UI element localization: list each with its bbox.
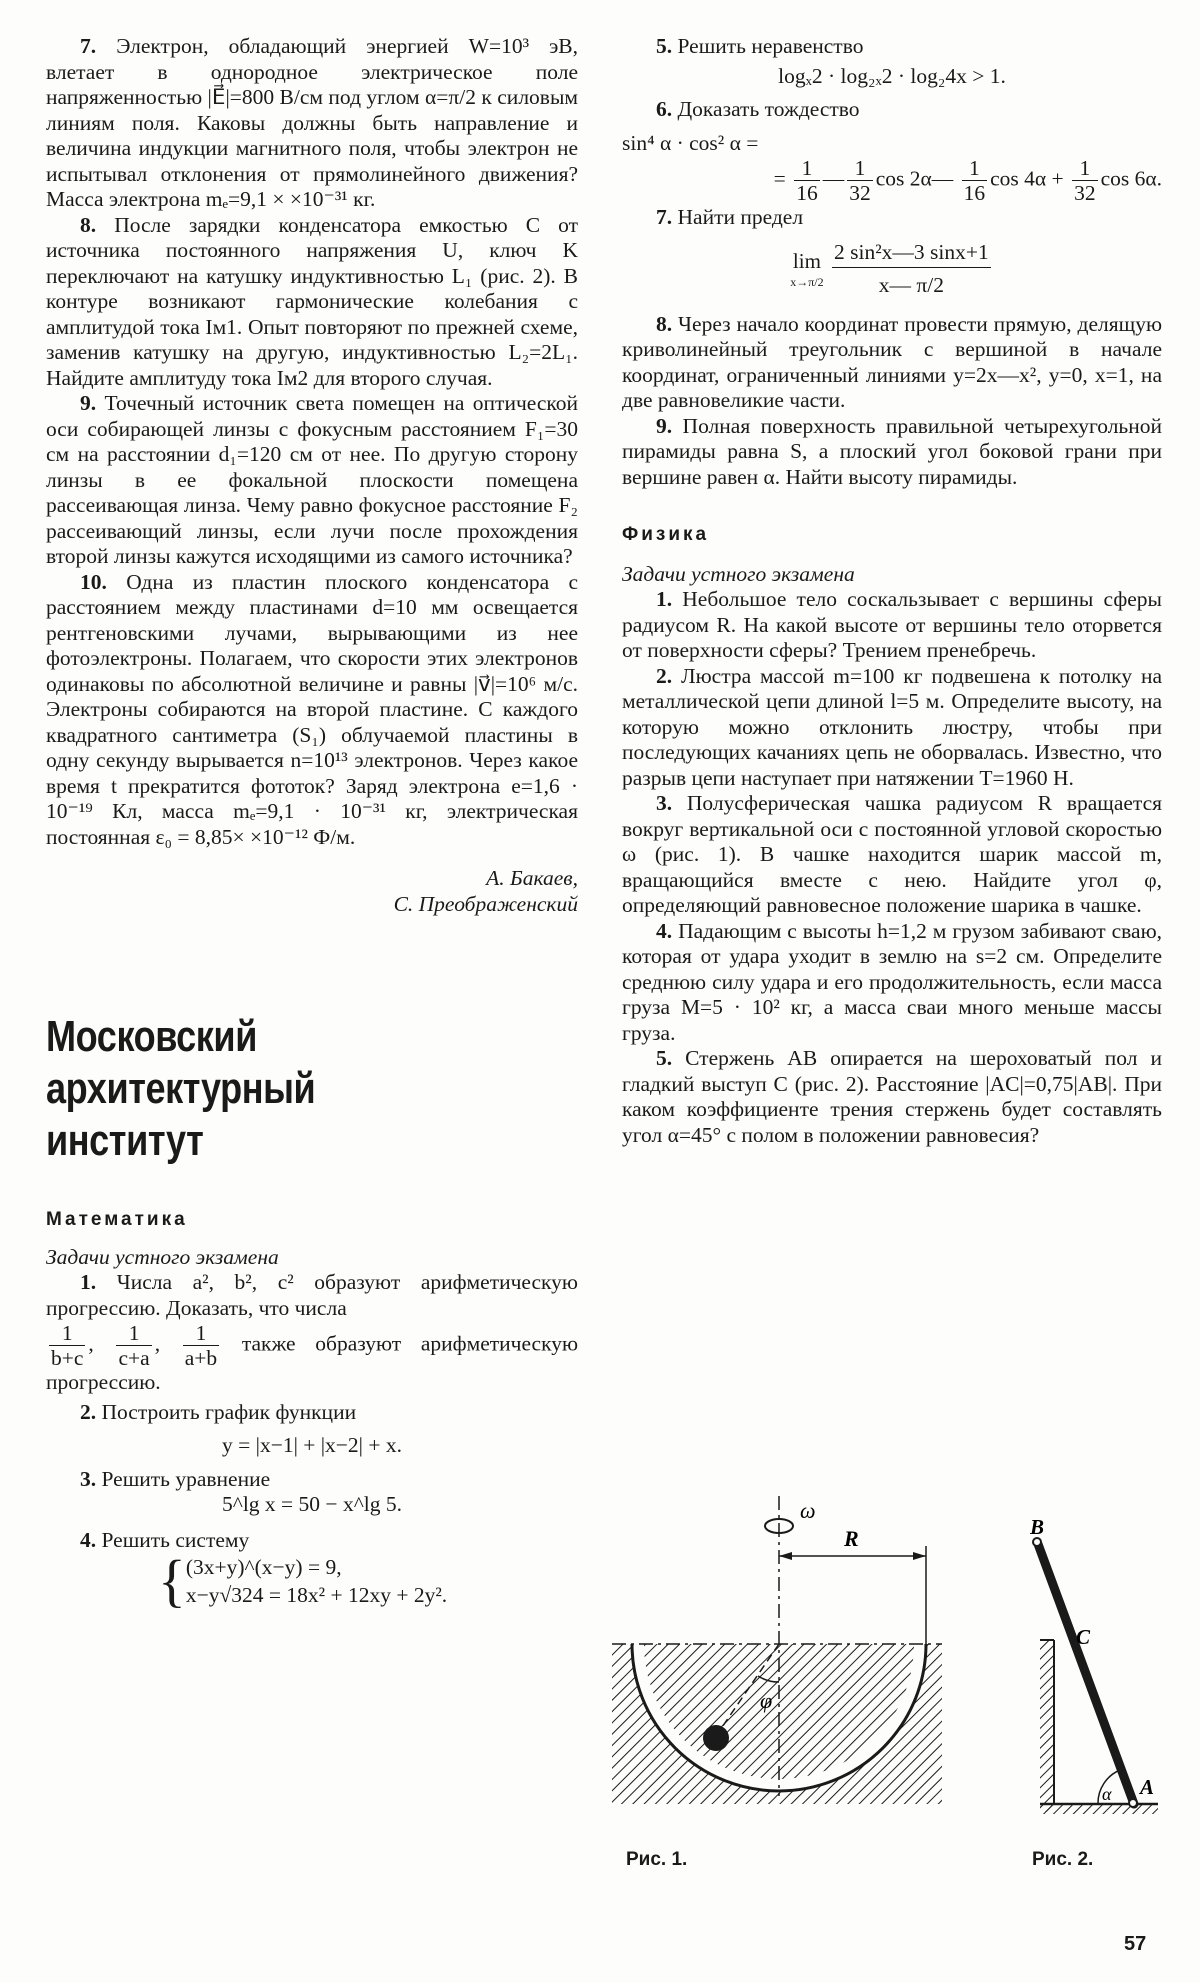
title-line: институт: [46, 1116, 204, 1165]
physics-problem-3: [622, 791, 1162, 919]
problem-text: После зарядки конденсатора емкостью C от источника постоянного напряжения U, ключ K переключают на катушку индуктивностью L₁ (рис. 2). В контуре возникают гармонические колебания с амплитудой тока Iм1. Опыт повторяют по прежней схеме, заменив катушку на другую, индуктивностью L₂=2L₁. Найдите амплитуду тока Iм2 для второго случая.: [46, 212, 579, 390]
problem-text: Одна из пластин плоского конденсатора с расстоянием между пластинами d=10 мм освещается рентгеновскими лучами, вырывающими из нее фотоэлектроны. Полагаем, что скорости этих электронов одинаковы по абсолютной величине и равны |v⃗|=10⁶ м/с. Электроны собираются на второй пластине. С каждого квадратного сантиметра (S₁) облучаемой пластины в одну секунду вырывается n=10¹³ электронов. Через какое время t прекратится фототок? Заряд электрона e=1,6 · 10⁻¹⁹ Кл, масса mₑ=9,1 · 10⁻³¹ кг, электрическая постоянная ε₀ = 8,85× ×10⁻¹² Ф/м.: [46, 569, 578, 849]
formula: 5^lg x = 50 − x^lg 5.: [222, 1492, 402, 1516]
problem-number: 5.: [656, 1046, 673, 1070]
right-column: [622, 34, 1162, 1148]
problem-number: 9.: [656, 413, 673, 438]
title-line: Московский: [46, 1012, 257, 1061]
figure-2-rod: [1030, 1520, 1160, 1825]
problem-text: Числа a², b², c² образуют арифметическую прогрессию. Доказать, что числа: [46, 1270, 578, 1320]
institute-title: [46, 1011, 482, 1167]
problem-10: [46, 570, 578, 851]
problem-number: 1.: [80, 1270, 97, 1294]
physics-problem-2: [622, 664, 1162, 792]
fraction: $\frac{1}{b+c}$: [51, 1321, 84, 1370]
problem-text: Полная поверхность правильной четырехугольной пирамиды равна S, а плоский угол боковой грани при вершине равен α. Найти высоту пирамиды.: [622, 413, 1162, 489]
math-problem-1-fractions: $\frac{1}{b+c}$ , $\frac{1}{c+a}$ , $\frac{1}{a+b}$ также образуют арифметическую прогрессию.: [46, 1321, 579, 1394]
problem-text: также образуют арифметическую прогрессию.: [46, 1331, 579, 1394]
math-problem-8: [622, 312, 1162, 414]
problem-text: Решить уравнение: [101, 1466, 271, 1491]
left-column: [46, 34, 579, 1613]
problem-text: Через начало координат провести прямую, делящую криволинейный треугольник с вершиной в начале координат, ограниченный линиями y=2x—x², y=0, x=1, на две равновеликие части.: [622, 311, 1163, 412]
formula: sin⁴ α · cos² α =: [622, 130, 759, 155]
section-heading-math: Математика: [46, 1209, 188, 1230]
problem-text: Решить неравенство: [677, 34, 864, 58]
problem-9: [46, 391, 578, 570]
problem-text: Построить график функции: [101, 1399, 357, 1424]
problem-number: 2.: [80, 1399, 97, 1424]
problem-number: 6.: [656, 97, 673, 121]
omega-label: ω: [800, 1498, 816, 1523]
math-problem-9: [622, 414, 1162, 491]
figure-1-caption: Рис. 1.: [626, 1849, 688, 1870]
problem-text: Полусферическая чашка радиусом R вращается вокруг вертикальной оси с постоянной угловой скоростью ω (рис. 1). В чашке находится шарик массой m, вращающийся вместе с нею. Найдите угол φ, определяющий равновесное положение шарика в чашке.: [622, 791, 1162, 917]
problem-number: 4.: [656, 918, 673, 943]
fraction: $\frac{1}{32}$: [849, 156, 871, 205]
label-c: C: [1076, 1625, 1091, 1649]
limit-operator: lim x→π/2: [790, 249, 824, 289]
author-signature-1: А. Бакаев,: [486, 866, 578, 890]
formula: y = |x−1| + |x−2| + x.: [222, 1433, 402, 1457]
subsection-heading: Задачи устного экзамена: [622, 561, 855, 586]
limit-formula: [622, 237, 1162, 302]
title-line: архитектурный: [46, 1064, 316, 1113]
author-signature-2: С. Преображенский: [393, 891, 578, 916]
physics-problem-1: [622, 587, 1162, 664]
formula-line: (3x+y)^(x−y) = 9,: [185, 1555, 342, 1579]
problem-text: Доказать тождество: [677, 97, 860, 121]
ball: [703, 1725, 729, 1751]
floor-hatching: [1040, 1804, 1158, 1814]
problem-text: Стержень AB опирается на шероховатый пол и гладкий выступ C (рис. 2). Расстояние |AC|=0,75|AB|. При каком коэффициенте трения стержень будет составлять угол α=45° с полом в положении равновесия?: [622, 1046, 1162, 1147]
label-b: B: [1030, 1520, 1045, 1539]
problem-number: 4.: [80, 1527, 97, 1552]
problem-text: Люстра массой m=100 кг подвешена к потолку на металлической цепи длиной l=5 м. Определите высоту, на которую можно отклонить люстру, чтобы при последующих качаниях цепь не оборвалась. Известно, что разрыв цепи наступает при натяжении T=1960 Н.: [622, 663, 1162, 790]
fraction: $\frac{1}{16}$: [796, 156, 818, 205]
math-problem-6: [622, 97, 1162, 123]
radius-label: R: [844, 1526, 859, 1551]
arrow-head-right: [913, 1552, 926, 1560]
problem-7: [46, 34, 578, 213]
fraction: $\frac{1}{a+b}$: [184, 1321, 218, 1370]
point-a: [1129, 1799, 1137, 1807]
label-alpha: α: [1102, 1784, 1112, 1804]
step-hatching: [1040, 1640, 1054, 1812]
math-problem-2: [46, 1400, 578, 1426]
fraction: $\frac{1}{32}$: [1074, 156, 1096, 205]
problem-text: Найти предел: [677, 205, 804, 229]
problem-text: Решить систему: [101, 1527, 250, 1552]
brace: {: [158, 1548, 186, 1613]
arrow-head-left: [779, 1552, 792, 1560]
problem-number: 1.: [656, 587, 673, 611]
system-formula: [46, 1548, 578, 1613]
formula: logₓ2 · log₂ₓ2 · log₂4x > 1.: [778, 63, 1006, 88]
problem-number: 3.: [80, 1466, 97, 1491]
problem-number: 10.: [80, 569, 107, 594]
formula-line: x−y√324 = 18x² + 12xy + 2y².: [185, 1583, 448, 1607]
label-a: A: [1140, 1775, 1155, 1799]
section-heading-physics: Физика: [622, 524, 710, 545]
subsection-heading: Задачи устного экзамена: [46, 1244, 279, 1269]
math-problem-3: [46, 1467, 578, 1493]
math-problem-7: [622, 205, 1162, 231]
problem-text: Падающим с высоты h=1,2 м грузом забивают сваю, которая от удара уходит в землю на s=2 см. Определите среднюю силу удара и его продолжительность, если масса груза M=5 · 10² кг, а масса сваи много меньше массы груза.: [622, 918, 1162, 1045]
identity-formula: = $\frac{1}{16}$ — $\frac{1}{32}$ cos 2α— $\frac{1}{16}$ cos 4α + $\frac{1}{32}$ cos 6α.: [773, 156, 1162, 205]
figure-1-bowl: [612, 1496, 942, 1806]
physics-problem-4: [622, 919, 1162, 1047]
problem-number: 5.: [656, 34, 673, 58]
problem-number: 8.: [656, 311, 673, 336]
problem-text: Небольшое тело соскальзывает с вершины сферы радиусом R. На какой высоте от вершины тело оторвется от поверхности сферы? Трением пренебречь.: [622, 587, 1162, 662]
problem-number: 2.: [656, 663, 673, 688]
problem-number: 9.: [80, 391, 97, 415]
problem-text: Электрон, обладающий энергией W=10³ эВ, влетает в однородное электрическое поле напряженностью |E⃗|=800 В/см под углом α=π/2 к силовым линиям поля. Каковы должны быть направление и величина индукции магнитного поля, чтобы электрон не испытывал отклонения от прямолинейного движения? Масса электрона mₑ=9,1 × ×10⁻³¹ кг.: [46, 34, 579, 211]
fraction: $\frac{1}{c+a}$: [118, 1321, 150, 1370]
problem-number: 8.: [80, 212, 97, 237]
problem-number: 7.: [656, 205, 673, 229]
fraction: $\frac{\text{2 sin²x—3 sinx+1}}{x— \pi/2}$: [832, 237, 991, 302]
phi-label: φ: [760, 1688, 773, 1713]
problem-number: 3.: [656, 791, 673, 815]
figure-2-caption: Рис. 2.: [1032, 1849, 1094, 1870]
point-b: [1033, 1538, 1041, 1546]
page-number: 57: [1124, 1933, 1147, 1955]
math-problem-1: [46, 1270, 578, 1321]
math-problem-4: [46, 1528, 578, 1554]
math-problem-5: [622, 34, 1162, 60]
problem-text: Точечный источник света помещен на оптической оси собирающей линзы с фокусным расстоянием F₁=30 см на расстоянии d₁=120 см от нее. По другую сторону линзы в ее фокальной плоскости помещена рассеивающая линза. Чему равно фокусное расстояние F₂ рассеивающий линзы, если лучи после прохождения второй линзы кажутся исходящими из самого источника?: [46, 391, 579, 568]
physics-problem-5: [622, 1046, 1162, 1148]
problem-8: [46, 213, 578, 392]
problem-number: 7.: [80, 34, 97, 58]
fraction: $\frac{1}{16}$: [963, 156, 986, 205]
